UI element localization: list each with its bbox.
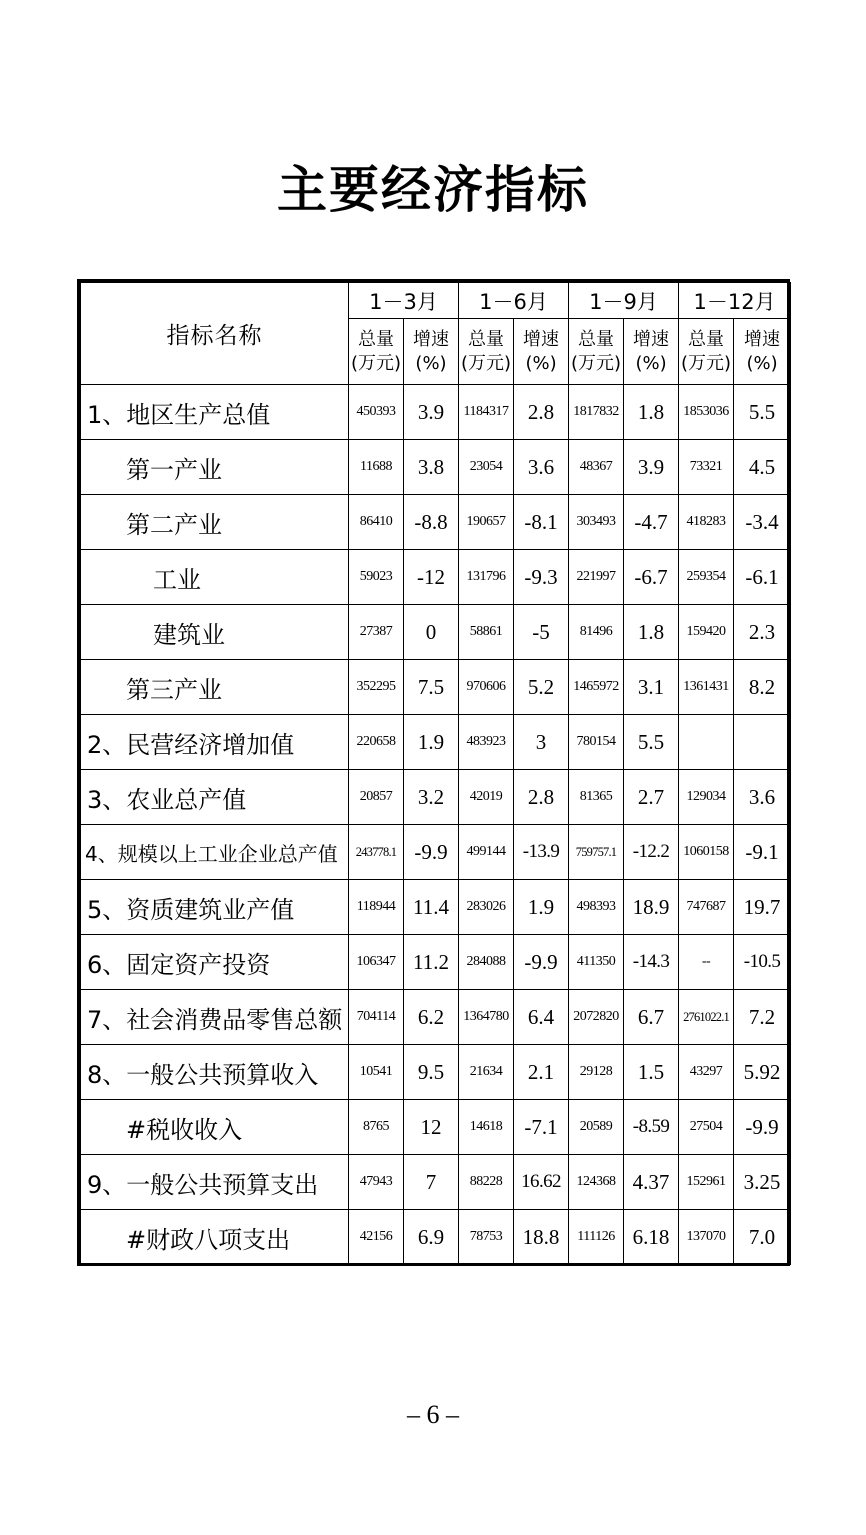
- rate-cell-q2: 2.8: [514, 385, 569, 440]
- amount-cell-q4: [679, 715, 734, 770]
- amount-cell-q4: 73321: [679, 440, 734, 495]
- amount-header-q3: [569, 319, 624, 385]
- amount-cell-q2: 131796: [459, 550, 514, 605]
- rate-cell-q4: 3.25: [734, 1155, 791, 1210]
- table-row: [81, 660, 791, 715]
- rate-cell-q3: 1.8: [624, 385, 679, 440]
- amount-cell-q2: 58861: [459, 605, 514, 660]
- amount-cell-q3: 48367: [569, 440, 624, 495]
- rate-cell-q4: -9.1: [734, 825, 791, 880]
- amount-label: 总量: [468, 328, 505, 350]
- amount-cell-q2: 970606: [459, 660, 514, 715]
- rate-cell-q3: 18.9: [624, 880, 679, 935]
- amount-cell-q1: 106347: [349, 935, 404, 990]
- amount-unit: (万元): [350, 352, 402, 374]
- amount-cell-q3: 303493: [569, 495, 624, 550]
- rate-cell-q2: -9.9: [514, 935, 569, 990]
- amount-unit: (万元): [681, 352, 732, 374]
- rate-cell-q3: 1.5: [624, 1045, 679, 1100]
- rate-cell-q4: [734, 715, 791, 770]
- amount-cell-q1: 11688: [349, 440, 404, 495]
- rate-unit: (%): [525, 352, 557, 374]
- page-title: 主要经济指标: [277, 160, 589, 219]
- amount-cell-q2: 284088: [459, 935, 514, 990]
- table-body: [81, 385, 791, 1265]
- rate-cell-q1: 11.4: [404, 880, 459, 935]
- rate-unit: (%): [415, 352, 447, 374]
- amount-label: 总量: [688, 328, 725, 350]
- amount-cell-q1: 59023: [349, 550, 404, 605]
- rate-header-q4: [734, 319, 791, 385]
- amount-cell-q3: 411350: [569, 935, 624, 990]
- table-row: [81, 440, 791, 495]
- rate-header-q3: [624, 319, 679, 385]
- table-row: [81, 1100, 791, 1155]
- amount-header-q1: [349, 319, 404, 385]
- rate-cell-q1: 12: [404, 1100, 459, 1155]
- rate-label: 增速: [413, 328, 449, 350]
- rate-cell-q1: 3.8: [404, 440, 459, 495]
- amount-label: 总量: [358, 328, 394, 350]
- rate-cell-q3: -6.7: [624, 550, 679, 605]
- amount-cell-q1: 450393: [349, 385, 404, 440]
- rate-cell-q2: -8.1: [514, 495, 569, 550]
- period-header-q4: 1－12月: [679, 283, 791, 319]
- indicator-name-cell: 2、民营经济增加值: [81, 715, 349, 770]
- rate-cell-q4: 4.5: [734, 440, 791, 495]
- amount-cell-q4: 1853036: [679, 385, 734, 440]
- indicator-name-cell: 工业: [81, 550, 349, 605]
- amount-cell-q1: 27387: [349, 605, 404, 660]
- rate-unit: (%): [635, 352, 667, 374]
- amount-cell-q3: 124368: [569, 1155, 624, 1210]
- amount-cell-q3: 20589: [569, 1100, 624, 1155]
- amount-cell-q2: 1364780: [459, 990, 514, 1045]
- amount-cell-q3: 1817832: [569, 385, 624, 440]
- indicator-name-cell: 1、地区生产总值: [81, 385, 349, 440]
- rate-cell-q1: 1.9: [404, 715, 459, 770]
- rate-cell-q3: -12.2: [624, 825, 679, 880]
- amount-cell-q3: 221997: [569, 550, 624, 605]
- amount-cell-q1: 8765: [349, 1100, 404, 1155]
- rate-cell-q4: 19.7: [734, 880, 791, 935]
- amount-cell-q4: 259354: [679, 550, 734, 605]
- rate-header-q1: [404, 319, 459, 385]
- table-row: [81, 1155, 791, 1210]
- rate-cell-q4: 5.92: [734, 1045, 791, 1100]
- table-row: [81, 605, 791, 660]
- rate-cell-q4: 2.3: [734, 605, 791, 660]
- amount-cell-q2: 190657: [459, 495, 514, 550]
- header-row-periods: [81, 283, 791, 319]
- amount-cell-q1: 86410: [349, 495, 404, 550]
- amount-cell-q4: 2761022.1: [679, 990, 734, 1045]
- rate-cell-q2: 16.62: [514, 1155, 569, 1210]
- indicator-name-cell: 建筑业: [81, 605, 349, 660]
- rate-cell-q2: -9.3: [514, 550, 569, 605]
- amount-cell-q4: 1060158: [679, 825, 734, 880]
- rate-cell-q4: 3.6: [734, 770, 791, 825]
- indicator-name-cell: 5、资质建筑业产值: [81, 880, 349, 935]
- amount-cell-q2: 78753: [459, 1210, 514, 1265]
- rate-label: 增速: [523, 328, 560, 350]
- rate-cell-q2: -7.1: [514, 1100, 569, 1155]
- indicator-name-cell: 7、社会消费品零售总额: [81, 990, 349, 1045]
- table-row: [81, 385, 791, 440]
- rate-cell-q4: 5.5: [734, 385, 791, 440]
- table-row: [81, 880, 791, 935]
- rate-cell-q2: 2.8: [514, 770, 569, 825]
- rate-cell-q1: 9.5: [404, 1045, 459, 1100]
- indicator-name-cell: 3、农业总产值: [81, 770, 349, 825]
- amount-cell-q4: 418283: [679, 495, 734, 550]
- indicator-name-cell: #财政八项支出: [81, 1210, 349, 1265]
- indicator-name-cell: #税收收入: [81, 1100, 349, 1155]
- rate-label: 增速: [744, 328, 781, 350]
- indicator-name-header: 指标名称: [81, 283, 349, 385]
- amount-cell-q2: 21634: [459, 1045, 514, 1100]
- amount-cell-q1: 118944: [349, 880, 404, 935]
- rate-cell-q2: 5.2: [514, 660, 569, 715]
- rate-cell-q2: 2.1: [514, 1045, 569, 1100]
- amount-header-q4: [679, 319, 734, 385]
- amount-cell-q1: 352295: [349, 660, 404, 715]
- rate-cell-q4: -10.5: [734, 935, 791, 990]
- amount-cell-q1: 704114: [349, 990, 404, 1045]
- rate-cell-q2: 3: [514, 715, 569, 770]
- amount-cell-q4: 159420: [679, 605, 734, 660]
- amount-cell-q2: 42019: [459, 770, 514, 825]
- rate-cell-q4: 7.2: [734, 990, 791, 1045]
- rate-cell-q1: -8.8: [404, 495, 459, 550]
- rate-cell-q2: 18.8: [514, 1210, 569, 1265]
- rate-cell-q1: 7.5: [404, 660, 459, 715]
- economic-indicators-table-frame: [77, 279, 790, 1266]
- rate-cell-q3: -14.3: [624, 935, 679, 990]
- rate-cell-q1: 3.2: [404, 770, 459, 825]
- amount-label: 总量: [578, 328, 615, 350]
- indicator-name-cell: 第二产业: [81, 495, 349, 550]
- amount-cell-q2: 14618: [459, 1100, 514, 1155]
- rate-cell-q3: -4.7: [624, 495, 679, 550]
- amount-cell-q4: 137070: [679, 1210, 734, 1265]
- amount-cell-q3: 81365: [569, 770, 624, 825]
- table-row: [81, 770, 791, 825]
- period-header-q3: 1－9月: [569, 283, 679, 319]
- amount-cell-q3: 1465972: [569, 660, 624, 715]
- period-header-q2: 1－6月: [459, 283, 569, 319]
- amount-cell-q3: 111126: [569, 1210, 624, 1265]
- amount-cell-q4: 1361431: [679, 660, 734, 715]
- rate-cell-q3: 4.37: [624, 1155, 679, 1210]
- indicator-name-cell: 9、一般公共预算支出: [81, 1155, 349, 1210]
- amount-cell-q4: 129034: [679, 770, 734, 825]
- rate-cell-q2: 3.6: [514, 440, 569, 495]
- indicator-name-cell: 第一产业: [81, 440, 349, 495]
- table-row: [81, 1045, 791, 1100]
- rate-cell-q4: -3.4: [734, 495, 791, 550]
- rate-cell-q3: 6.18: [624, 1210, 679, 1265]
- rate-cell-q3: 1.8: [624, 605, 679, 660]
- amount-cell-q2: 23054: [459, 440, 514, 495]
- table-row: [81, 990, 791, 1045]
- amount-cell-q1: 20857: [349, 770, 404, 825]
- rate-cell-q1: 11.2: [404, 935, 459, 990]
- amount-cell-q4: --: [679, 935, 734, 990]
- amount-cell-q4: 747687: [679, 880, 734, 935]
- page-number: – 6 –: [407, 1400, 459, 1429]
- rate-header-q2: [514, 319, 569, 385]
- amount-cell-q4: 152961: [679, 1155, 734, 1210]
- rate-cell-q2: 1.9: [514, 880, 569, 935]
- table-row: [81, 1210, 791, 1265]
- amount-cell-q3: 81496: [569, 605, 624, 660]
- amount-unit: (万元): [460, 352, 512, 374]
- rate-cell-q3: 5.5: [624, 715, 679, 770]
- amount-cell-q2: 88228: [459, 1155, 514, 1210]
- table-row: [81, 715, 791, 770]
- rate-cell-q1: 7: [404, 1155, 459, 1210]
- amount-cell-q4: 43297: [679, 1045, 734, 1100]
- indicator-name-cell: 4、规模以上工业企业总产值: [81, 825, 349, 880]
- rate-cell-q3: 3.1: [624, 660, 679, 715]
- amount-cell-q3: 780154: [569, 715, 624, 770]
- economic-indicators-table: [80, 282, 791, 1265]
- amount-header-q2: [459, 319, 514, 385]
- rate-cell-q1: -9.9: [404, 825, 459, 880]
- rate-cell-q4: 7.0: [734, 1210, 791, 1265]
- rate-unit: (%): [746, 352, 778, 374]
- rate-cell-q3: 3.9: [624, 440, 679, 495]
- table-row: [81, 825, 791, 880]
- rate-label: 增速: [633, 328, 670, 350]
- rate-cell-q1: 3.9: [404, 385, 459, 440]
- amount-cell-q2: 283026: [459, 880, 514, 935]
- rate-cell-q2: -13.9: [514, 825, 569, 880]
- rate-cell-q1: 6.2: [404, 990, 459, 1045]
- amount-cell-q3: 498393: [569, 880, 624, 935]
- amount-cell-q1: 10541: [349, 1045, 404, 1100]
- rate-cell-q1: -12: [404, 550, 459, 605]
- indicator-name-cell: 第三产业: [81, 660, 349, 715]
- period-header-q1: 1－3月: [349, 283, 459, 319]
- rate-cell-q4: -9.9: [734, 1100, 791, 1155]
- amount-cell-q1: 47943: [349, 1155, 404, 1210]
- amount-cell-q2: 483923: [459, 715, 514, 770]
- amount-cell-q3: 759757.1: [569, 825, 624, 880]
- rate-cell-q3: 2.7: [624, 770, 679, 825]
- table-row: [81, 935, 791, 990]
- amount-unit: (万元): [571, 352, 622, 374]
- amount-cell-q2: 1184317: [459, 385, 514, 440]
- table-row: [81, 550, 791, 605]
- amount-cell-q1: 220658: [349, 715, 404, 770]
- rate-cell-q3: -8.59: [624, 1100, 679, 1155]
- rate-cell-q3: 6.7: [624, 990, 679, 1045]
- amount-cell-q1: 243778.1: [349, 825, 404, 880]
- amount-cell-q4: 27504: [679, 1100, 734, 1155]
- amount-cell-q1: 42156: [349, 1210, 404, 1265]
- amount-cell-q3: 29128: [569, 1045, 624, 1100]
- amount-cell-q2: 499144: [459, 825, 514, 880]
- table-row: [81, 495, 791, 550]
- rate-cell-q1: 6.9: [404, 1210, 459, 1265]
- amount-cell-q3: 2072820: [569, 990, 624, 1045]
- indicator-name-cell: 6、固定资产投资: [81, 935, 349, 990]
- rate-cell-q2: -5: [514, 605, 569, 660]
- rate-cell-q1: 0: [404, 605, 459, 660]
- rate-cell-q4: 8.2: [734, 660, 791, 715]
- indicator-name-cell: 8、一般公共预算收入: [81, 1045, 349, 1100]
- rate-cell-q4: -6.1: [734, 550, 791, 605]
- rate-cell-q2: 6.4: [514, 990, 569, 1045]
